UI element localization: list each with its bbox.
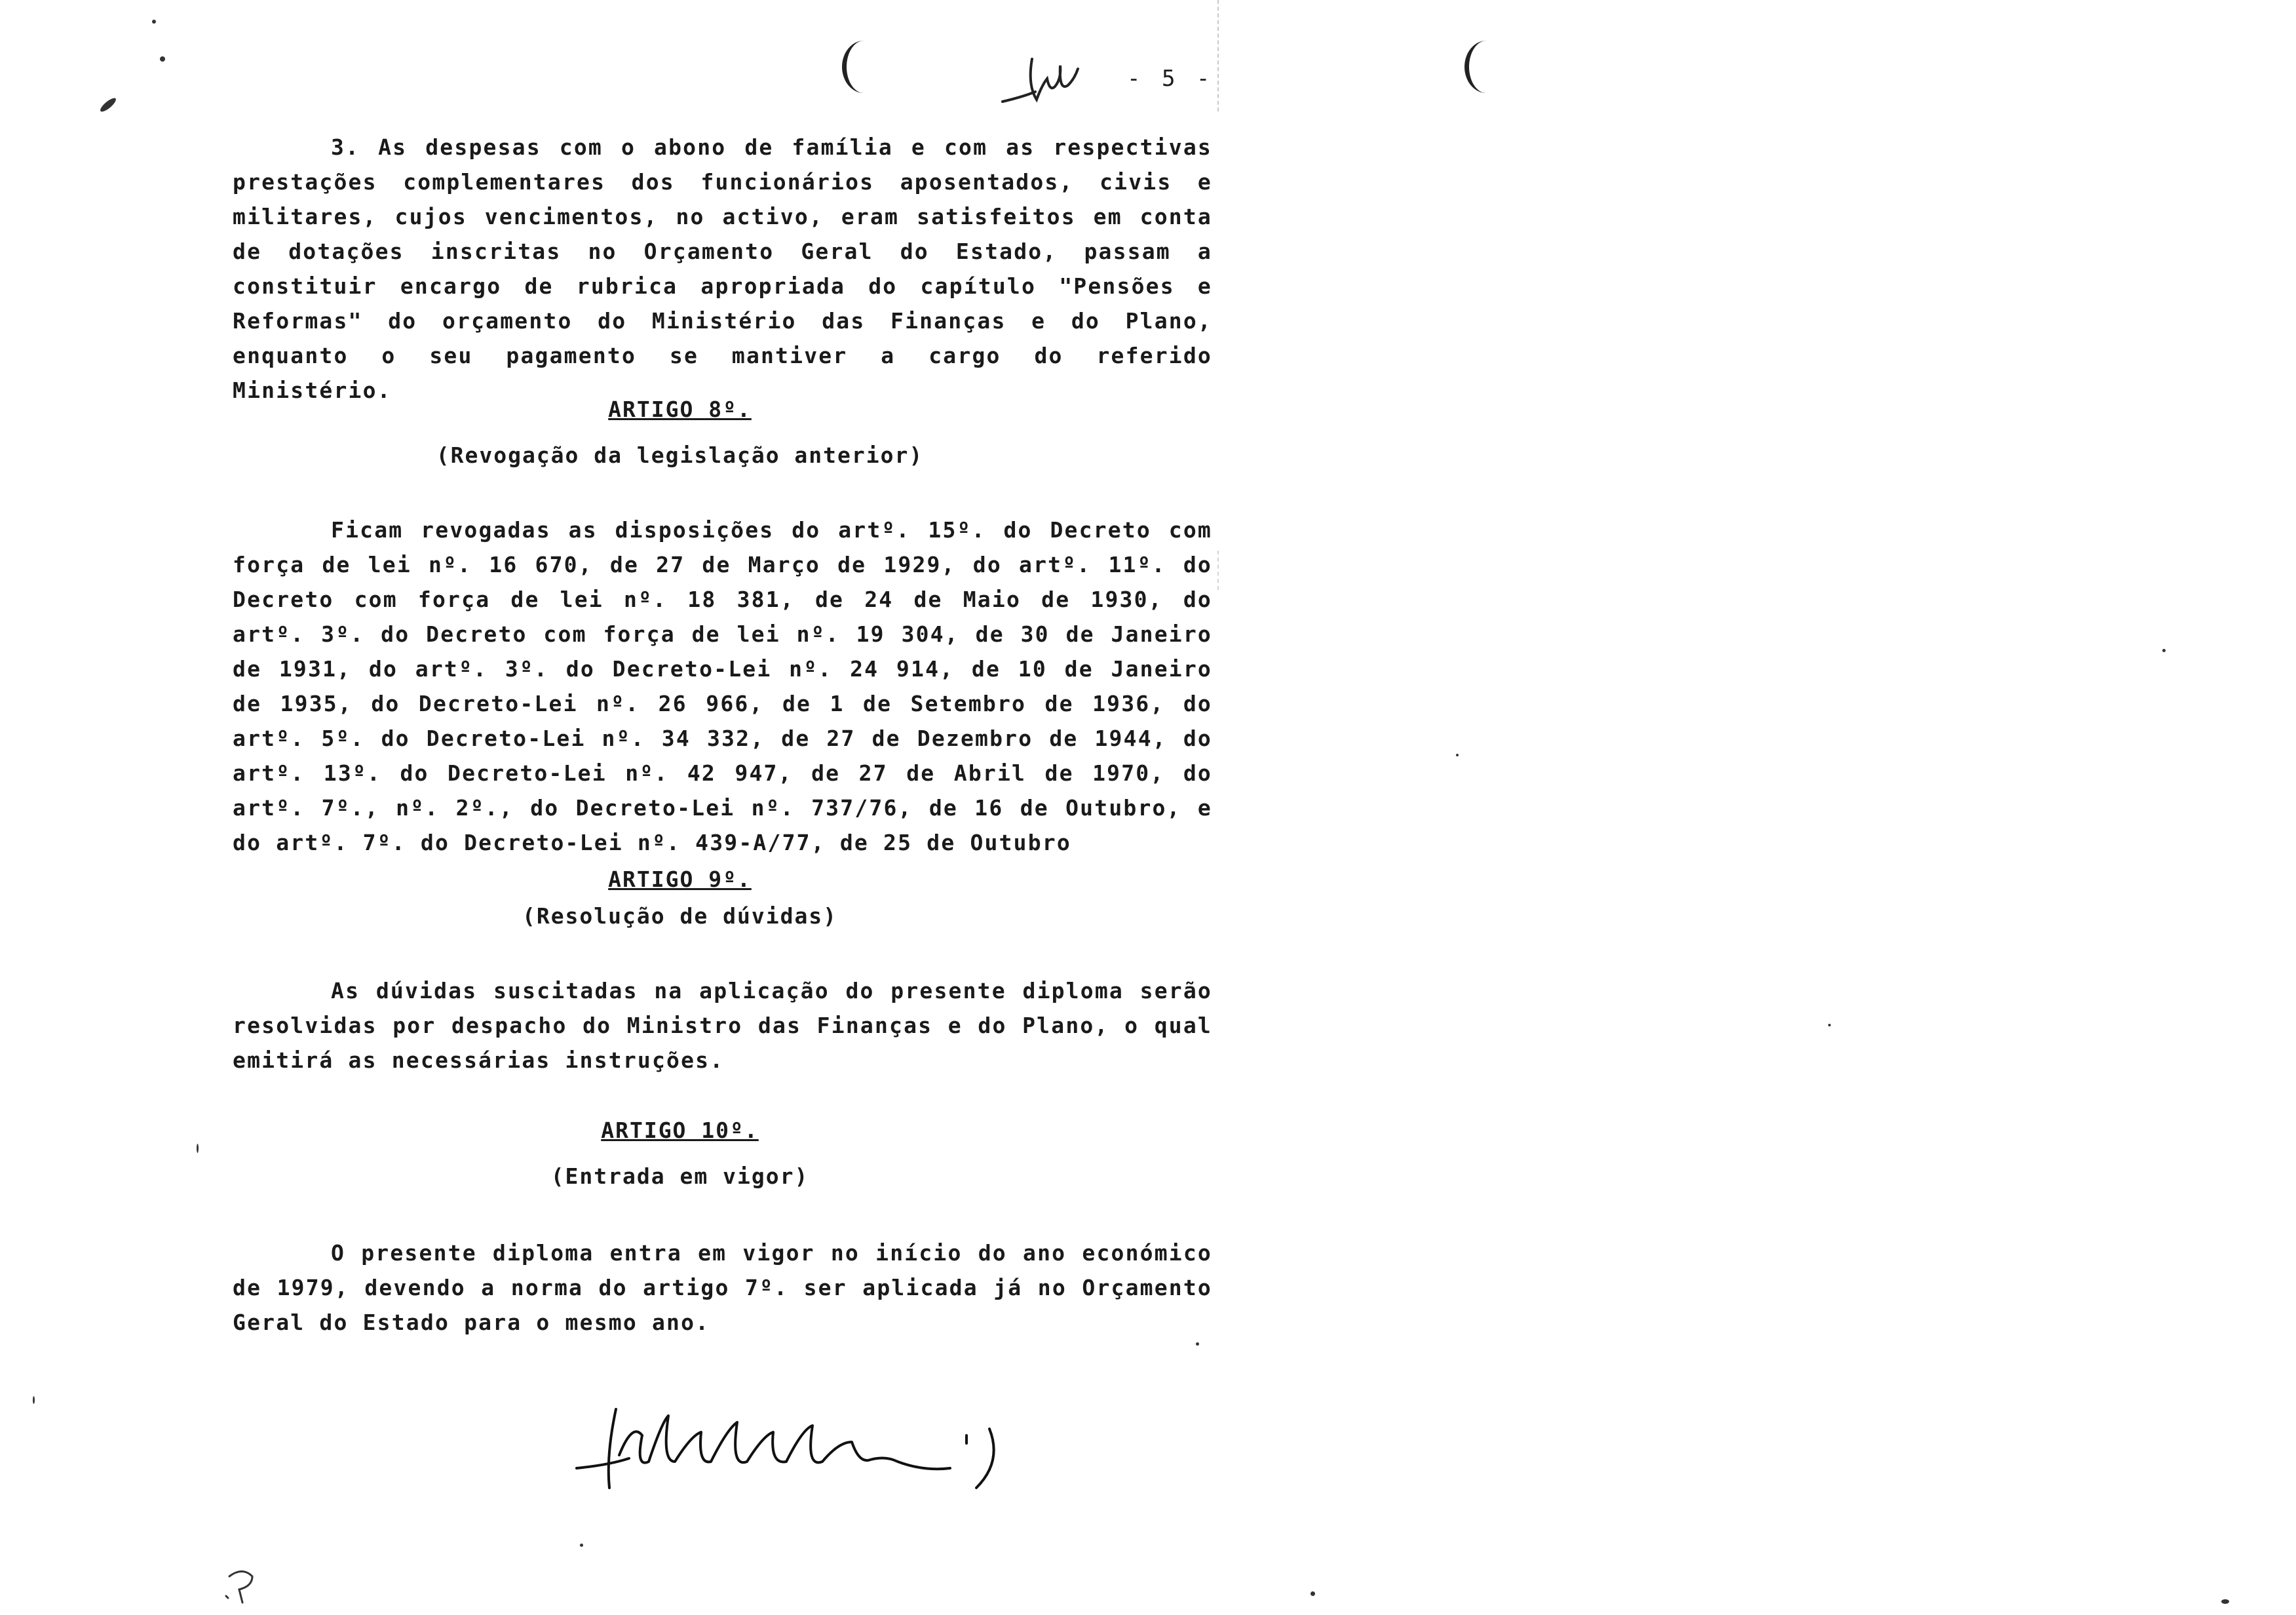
article-9-subtitle: (Resolução de dúvidas) [522,903,838,929]
article-8-subtitle: (Revogação da legislação anterior) [436,442,924,468]
article-10-title: ARTIGO 10º. [601,1118,759,1143]
scan-speck [2221,1599,2229,1604]
scan-speck [98,96,117,114]
article-9-title: ARTIGO 9º. [608,866,752,892]
scan-speck [197,1144,199,1153]
scan-speck [152,20,156,24]
scan-speck [1828,1024,1831,1026]
scan-speck [1311,1591,1315,1596]
scan-speck [33,1396,35,1404]
article-10-text: O presente diploma entra em vigor no início do ano económico de 1979, devendo a norma do artigo 7º. ser aplicada já no Orçamento Geral do Estado para o mesmo ano. [233,1240,1212,1335]
page-number: - 5 - [1127,66,1214,92]
article-8-title: ARTIGO 8º. [608,397,752,422]
scan-speck [1456,754,1459,756]
fold-line [1217,0,1219,111]
fold-line-lower [1217,551,1219,590]
scan-speck [580,1544,583,1547]
punch-hole-mark-right [1464,41,1508,93]
article-9-text: As dúvidas suscitadas na aplicação do presente diploma serão resolvidas por despacho do Ministro das Finanças e do Plano, o qual emitirá as necessárias instruções. [233,978,1212,1073]
scan-speck [2162,649,2166,652]
scan-speck [1196,1342,1199,1346]
article-10-subtitle: (Entrada em vigor) [550,1163,809,1189]
handwritten-signature [570,1396,1068,1501]
scan-speck [160,56,165,62]
initials-mark [996,46,1094,111]
margin-mark [216,1566,269,1606]
paragraph-3: 3. As despesas com o abono de família e com as respectivas prestações complementares dos funcionários aposentados, civis e militares, cujos vencimentos, no activo, eram satisfeitos em conta de dotações inscritas no Orçamento Geral do Estado, passam a constituir encargo de rubrica apropriada do capítulo "Pensões e Reformas" do orçamento do Ministério das Finanças e do Plano, enquanto o seu pagamento se mantiver a cargo do referido Ministério. [233,134,1212,403]
article-8-text: Ficam revogadas as disposições do artº. 15º. do Decreto com força de lei nº. 16 670, de 27 de Março de 1929, do artº. 11º. do Decreto com força de lei nº. 18 381, de 24 de Maio de 1930, do artº. 3º. do Decreto com força de lei nº. 19 304, de 30 de Janeiro de 1931, do artº. 3º. do Decreto-Lei nº. 24 914, de 10 de Janeiro de 1935, do Decreto-Lei nº. 26 966, de 1 de Setembro de 1936, do artº. 5º. do Decreto-Lei nº. 34 332, de 27 de Dezembro de 1944, do artº. 13º. do Decreto-Lei nº. 42 947, de 27 de Abril de 1970, do artº. 7º., nº. 2º., do Decreto-Lei nº. 737/76, de 16 de Outubro, e do artº. 7º. do Decreto-Lei nº. 439-A/77, de 25 de Outubro [233,517,1212,855]
punch-hole-mark [842,41,886,93]
